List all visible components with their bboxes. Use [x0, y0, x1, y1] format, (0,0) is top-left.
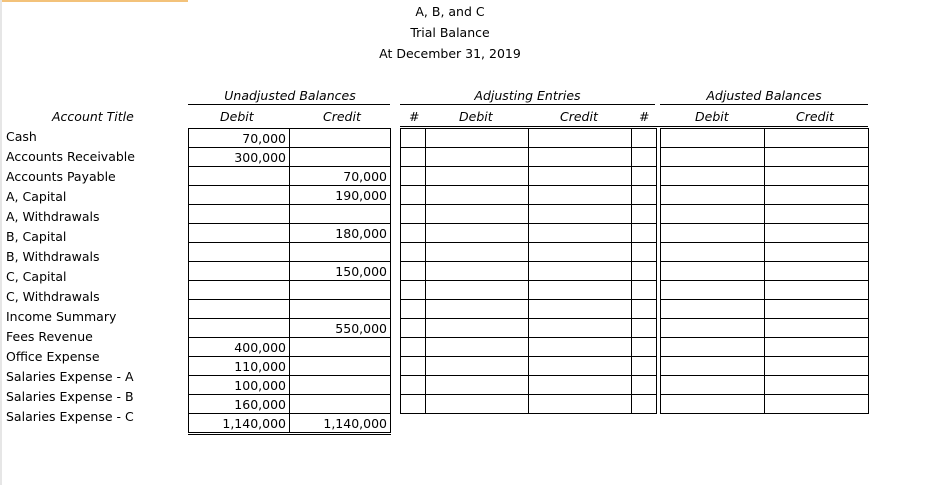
cell-debit[interactable] — [426, 262, 529, 281]
cell-ref[interactable] — [632, 281, 657, 300]
total-credit[interactable]: 1,140,000 — [290, 414, 391, 434]
cell-ref[interactable] — [401, 167, 426, 186]
table-row — [189, 167, 391, 186]
cell-credit[interactable] — [529, 300, 632, 319]
cell-credit[interactable] — [529, 129, 632, 148]
total-debit[interactable]: 1,140,000 — [189, 414, 290, 434]
table-row — [661, 224, 869, 243]
cell-debit[interactable]: 400,000 — [189, 338, 290, 357]
cell-debit[interactable] — [426, 281, 529, 300]
cell-credit[interactable] — [765, 186, 869, 205]
cell-credit[interactable] — [765, 148, 869, 167]
cell-debit[interactable] — [661, 338, 765, 357]
table-row — [401, 281, 657, 300]
cell-credit[interactable] — [529, 167, 632, 186]
cell-ref[interactable] — [632, 148, 657, 167]
adjusting-credit-header: Credit — [560, 109, 598, 124]
table-row — [401, 167, 657, 186]
cell-credit[interactable]: 180,000 — [290, 224, 391, 243]
cell-debit[interactable] — [189, 205, 290, 224]
cell-credit[interactable]: 150,000 — [290, 262, 391, 281]
table-row — [401, 338, 657, 357]
table-row — [401, 205, 657, 224]
cell-debit[interactable] — [661, 224, 765, 243]
cell-credit[interactable] — [765, 281, 869, 300]
table-row — [401, 395, 657, 414]
cell-credit[interactable] — [529, 205, 632, 224]
cell-debit[interactable] — [426, 395, 529, 414]
account-title: Fees Revenue — [6, 329, 93, 344]
account-title: C, Withdrawals — [6, 289, 100, 304]
account-title: B, Withdrawals — [6, 249, 100, 264]
cell-ref[interactable] — [401, 357, 426, 376]
cell-debit[interactable] — [426, 205, 529, 224]
cell-debit[interactable] — [426, 129, 529, 148]
table-row — [401, 376, 657, 395]
cell-ref[interactable] — [632, 262, 657, 281]
table-row — [401, 186, 657, 205]
cell-credit[interactable]: 550,000 — [290, 319, 391, 338]
cell-debit[interactable] — [189, 243, 290, 262]
account-title: Salaries Expense - A — [6, 369, 134, 384]
cell-ref[interactable] — [632, 167, 657, 186]
cell-credit[interactable] — [529, 224, 632, 243]
cell-debit[interactable] — [661, 319, 765, 338]
account-title: C, Capital — [6, 269, 67, 284]
adjusted-grid — [660, 128, 869, 414]
table-row — [189, 319, 391, 338]
table-row — [661, 395, 869, 414]
totals-row — [189, 414, 391, 434]
table-row — [661, 300, 869, 319]
cell-credit[interactable] — [765, 224, 869, 243]
cell-ref[interactable] — [401, 262, 426, 281]
cell-debit[interactable] — [426, 300, 529, 319]
cell-ref[interactable] — [632, 129, 657, 148]
cell-ref[interactable] — [632, 186, 657, 205]
adjusting-heading: Adjusting Entries — [474, 88, 581, 103]
cell-debit[interactable] — [661, 129, 765, 148]
cell-debit[interactable] — [189, 262, 290, 281]
cell-debit[interactable] — [661, 395, 765, 414]
table-row — [189, 395, 391, 414]
cell-credit[interactable] — [529, 395, 632, 414]
table-row — [401, 300, 657, 319]
cell-ref[interactable] — [632, 300, 657, 319]
adjusting-debit-header: Debit — [459, 109, 493, 124]
cell-debit[interactable] — [426, 224, 529, 243]
cell-debit[interactable] — [189, 319, 290, 338]
cell-credit[interactable] — [290, 395, 391, 414]
cell-credit[interactable] — [290, 281, 391, 300]
cell-debit[interactable]: 100,000 — [189, 376, 290, 395]
cell-debit[interactable] — [189, 186, 290, 205]
table-row — [189, 300, 391, 319]
cell-debit[interactable] — [661, 376, 765, 395]
table-row — [401, 224, 657, 243]
cell-debit[interactable] — [661, 205, 765, 224]
table-row — [661, 262, 869, 281]
account-title: Office Expense — [6, 349, 100, 364]
table-row — [661, 186, 869, 205]
table-row — [661, 243, 869, 262]
cell-ref[interactable] — [632, 395, 657, 414]
adjusting-grid — [400, 128, 657, 414]
adjusted-debit-header: Debit — [695, 109, 729, 124]
table-row — [661, 167, 869, 186]
cell-credit[interactable] — [529, 357, 632, 376]
unadjusted-debit-header: Debit — [220, 109, 254, 124]
cell-debit[interactable] — [426, 376, 529, 395]
cell-credit[interactable] — [765, 376, 869, 395]
table-row — [189, 338, 391, 357]
cell-credit[interactable]: 70,000 — [290, 167, 391, 186]
cell-credit[interactable] — [529, 262, 632, 281]
cell-ref[interactable] — [632, 205, 657, 224]
account-title: A, Withdrawals — [6, 209, 100, 224]
adjusting-ref-header-2: # — [639, 109, 650, 124]
cell-debit[interactable]: 110,000 — [189, 357, 290, 376]
cell-ref[interactable] — [632, 224, 657, 243]
account-title: Accounts Payable — [6, 169, 116, 184]
table-row — [661, 338, 869, 357]
cell-debit[interactable] — [426, 357, 529, 376]
table-row — [189, 243, 391, 262]
cell-credit[interactable] — [529, 338, 632, 357]
adjusted-credit-header: Credit — [796, 109, 834, 124]
account-title: Income Summary — [6, 309, 117, 324]
cell-debit[interactable] — [426, 338, 529, 357]
table-row — [189, 224, 391, 243]
cell-credit[interactable] — [765, 357, 869, 376]
cell-debit[interactable] — [661, 281, 765, 300]
adjusting-ref-header-1: # — [409, 109, 420, 124]
unadjusted-grid — [188, 128, 391, 435]
statement-date: At December 31, 2019 — [379, 46, 521, 61]
statement-title: Trial Balance — [410, 25, 490, 40]
table-row — [661, 319, 869, 338]
table-row — [189, 148, 391, 167]
cell-credit[interactable]: 190,000 — [290, 186, 391, 205]
cell-ref[interactable] — [632, 319, 657, 338]
cell-credit[interactable] — [765, 205, 869, 224]
cell-ref[interactable] — [401, 148, 426, 167]
cell-ref[interactable] — [632, 338, 657, 357]
cell-ref[interactable] — [401, 243, 426, 262]
cell-debit[interactable] — [426, 186, 529, 205]
account-title: A, Capital — [6, 189, 67, 204]
account-title: B, Capital — [6, 229, 67, 244]
table-row — [189, 129, 391, 148]
selection-bar — [0, 0, 188, 2]
cell-ref[interactable] — [401, 129, 426, 148]
account-title: Salaries Expense - B — [6, 389, 134, 404]
cell-debit[interactable] — [189, 300, 290, 319]
table-row — [661, 129, 869, 148]
table-row — [661, 148, 869, 167]
cell-credit[interactable] — [529, 186, 632, 205]
cell-credit[interactable] — [529, 148, 632, 167]
table-row — [189, 281, 391, 300]
cell-debit[interactable] — [426, 243, 529, 262]
cell-debit[interactable] — [426, 148, 529, 167]
cell-credit[interactable] — [290, 243, 391, 262]
table-row — [401, 129, 657, 148]
table-row — [661, 205, 869, 224]
cell-credit[interactable] — [290, 129, 391, 148]
cell-debit[interactable]: 160,000 — [189, 395, 290, 414]
cell-ref[interactable] — [401, 395, 426, 414]
table-row — [661, 281, 869, 300]
cell-ref[interactable] — [632, 376, 657, 395]
cell-credit[interactable] — [290, 148, 391, 167]
table-row — [401, 243, 657, 262]
table-row — [661, 376, 869, 395]
unadjusted-heading: Unadjusted Balances — [224, 88, 356, 103]
table-row — [189, 376, 391, 395]
table-row — [401, 319, 657, 338]
account-title-header: Account Title — [52, 109, 134, 124]
cell-credit[interactable] — [290, 357, 391, 376]
cell-credit[interactable] — [765, 395, 869, 414]
cell-debit[interactable] — [189, 167, 290, 186]
cell-ref[interactable] — [401, 224, 426, 243]
table-row — [401, 262, 657, 281]
cell-debit[interactable] — [661, 300, 765, 319]
cell-debit[interactable] — [426, 167, 529, 186]
cell-ref[interactable] — [401, 319, 426, 338]
cell-credit[interactable] — [529, 243, 632, 262]
cell-debit[interactable] — [189, 281, 290, 300]
cell-credit[interactable] — [529, 319, 632, 338]
cell-credit[interactable] — [765, 319, 869, 338]
cell-ref[interactable] — [401, 186, 426, 205]
cell-debit[interactable] — [661, 167, 765, 186]
cell-debit[interactable] — [661, 262, 765, 281]
cell-ref[interactable] — [401, 338, 426, 357]
cell-debit[interactable] — [661, 357, 765, 376]
adjusted-heading: Adjusted Balances — [706, 88, 822, 103]
cell-credit[interactable] — [290, 376, 391, 395]
cell-credit[interactable] — [529, 281, 632, 300]
cell-debit[interactable] — [661, 148, 765, 167]
table-row — [401, 148, 657, 167]
cell-credit[interactable] — [765, 262, 869, 281]
cell-ref[interactable] — [401, 205, 426, 224]
cell-debit[interactable]: 70,000 — [189, 129, 290, 148]
header-bottom-rule — [400, 126, 868, 127]
table-row — [401, 357, 657, 376]
table-row — [189, 262, 391, 281]
table-row — [661, 357, 869, 376]
cell-ref[interactable] — [401, 281, 426, 300]
adjusting-underline — [400, 104, 655, 105]
cell-debit[interactable] — [426, 319, 529, 338]
cell-credit[interactable] — [290, 300, 391, 319]
table-row — [189, 186, 391, 205]
cell-credit[interactable] — [765, 129, 869, 148]
row-header-edge — [0, 0, 2, 485]
cell-debit[interactable] — [661, 186, 765, 205]
cell-debit[interactable] — [661, 243, 765, 262]
table-row — [189, 205, 391, 224]
cell-credit[interactable] — [529, 376, 632, 395]
account-title: Salaries Expense - C — [6, 409, 134, 424]
cell-debit[interactable]: 300,000 — [189, 148, 290, 167]
company-name: A, B, and C — [415, 4, 485, 19]
cell-credit[interactable] — [765, 243, 869, 262]
cell-credit[interactable] — [765, 300, 869, 319]
cell-credit[interactable] — [290, 205, 391, 224]
cell-ref[interactable] — [401, 300, 426, 319]
unadjusted-underline — [188, 104, 390, 105]
cell-ref[interactable] — [632, 357, 657, 376]
cell-credit[interactable] — [765, 338, 869, 357]
cell-credit[interactable] — [290, 338, 391, 357]
cell-ref[interactable] — [401, 376, 426, 395]
account-title: Accounts Receivable — [6, 149, 135, 164]
cell-credit[interactable] — [765, 167, 869, 186]
adjusted-underline — [660, 104, 868, 105]
cell-debit[interactable] — [189, 224, 290, 243]
table-row — [189, 357, 391, 376]
account-title: Cash — [6, 129, 37, 144]
cell-ref[interactable] — [632, 243, 657, 262]
unadjusted-credit-header: Credit — [323, 109, 361, 124]
